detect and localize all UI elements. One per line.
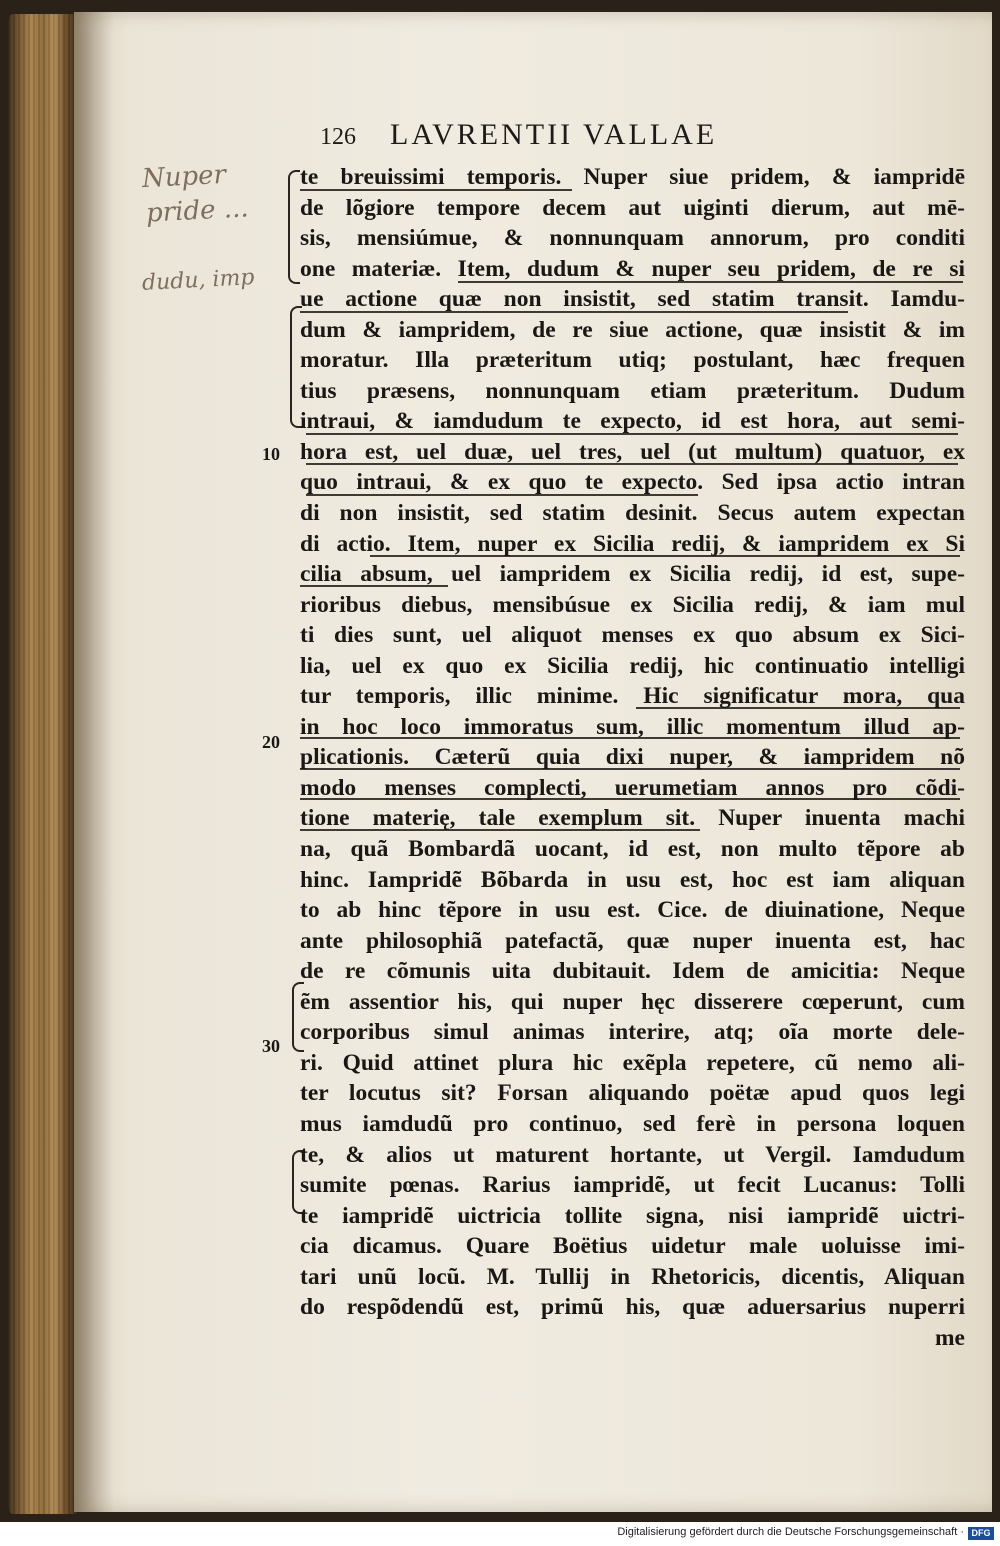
margin-note-1: Nuper <box>141 159 227 195</box>
footer-bar <box>0 1522 1000 1546</box>
text-line: de re cõmunis uita dubitauit. Idem de amicitia: Neque <box>300 958 965 985</box>
text-line: do respõdendũ est, primũ his, quæ aduersarius nuperri <box>300 1294 965 1321</box>
running-head <box>320 118 840 162</box>
text-line: cilia absum, uel iampridem ex Sicilia redij, id est, supe- <box>300 561 965 588</box>
margin-bracket <box>288 170 300 284</box>
text-line: ante philosophiã patefactã, quæ nuper inuenta est, hac <box>300 927 965 954</box>
text-line: di non insistit, sed statim desinit. Secus autem expectan <box>300 500 965 527</box>
text-line: cia dicamus. Quare Boëtius uidetur male uoluisse imi- <box>300 1233 965 1260</box>
text-line: in hoc loco immoratus sum, illic momentum illud ap- <box>300 713 965 740</box>
text-line: ti dies sunt, uel aliquot menses ex quo absum ex Sici- <box>300 622 965 649</box>
line-number-20: 20 <box>262 732 280 752</box>
text-line: sis, mensiúmue, & nonnunquam annorum, pro conditi <box>300 225 965 252</box>
gutter-shadow <box>74 12 114 1512</box>
text-line: modo menses complecti, uerumetiam annos pro cõdi- <box>300 774 965 801</box>
text-line: na, quã Bombardã uocant, id est, non multo tẽpore ab <box>300 836 965 863</box>
text-line: plicationis. Cæterũ quia dixi nuper, & iampridem nõ <box>300 744 965 771</box>
text-line: rioribus diebus, mensibúsue ex Sicilia redij, & iam mul <box>300 591 965 618</box>
text-line: dum & iampridem, de re siue actione, quæ insistit & im <box>300 316 965 343</box>
text-line: di actio. Item, nuper ex Sicilia redij, & iampridem ex Si <box>300 530 965 557</box>
text-line: tur temporis, illic minime. Hic significatur mora, qua <box>300 683 965 710</box>
text-line: ri. Quid attinet plura hic exẽpla repetere, cũ nemo ali- <box>300 1049 965 1076</box>
text-line: intraui, & iamdudum te expecto, id est hora, aut semi- <box>300 408 965 435</box>
text-line: lia, uel ex quo ex Sicilia redij, hic continuatio intelligi <box>300 652 965 679</box>
body-text <box>300 162 965 1353</box>
text-line: tius præsens, nonnunquam etiam præteritum. Dudum <box>300 377 965 404</box>
running-title: LAVRENTII VALLAE <box>390 118 718 151</box>
text-line: mus iamdudũ pro continuo, sed ferè in persona loquen <box>300 1110 965 1137</box>
text-line: one materiæ. Item, dudum & nuper seu pridem, de re si <box>300 255 965 282</box>
text-line: sumite pœnas. Rarius iampridẽ, ut fecit Lucanus: Tolli <box>300 1172 965 1199</box>
text-line: hora est, uel duæ, uel tres, uel (ut multum) quatuor, ex <box>300 438 965 465</box>
text-line: ter locutus sit? Forsan aliquando poëtæ apud quos legi <box>300 1080 965 1107</box>
text-line: tari unũ locũ. M. Tullij in Rhetoricis, dicentis, Aliquan <box>300 1263 965 1290</box>
line-number-10: 10 <box>262 444 280 464</box>
text-line: corporibus simul animas interire, atq; oĩa morte dele- <box>300 1019 965 1046</box>
text-line: hinc. Iampridẽ Bõbarda in usu est, hoc est iam aliquan <box>300 866 965 893</box>
text-line: te iampridẽ uictricia tollite signa, nisi iampridẽ uictri- <box>300 1202 965 1229</box>
text-line: moratur. Illa præteritum utiq; postulant, hæc frequen <box>300 347 965 374</box>
text-line: to ab hinc tẽpore in usu est. Cice. de diuinatione, Neque <box>300 897 965 924</box>
margin-note-2: pride ... <box>145 193 250 229</box>
dfg-logo: DFG <box>968 1527 994 1540</box>
catchword: me <box>934 1324 965 1351</box>
text-line: te, & alios ut maturent hortante, ut Vergil. Iamdudum <box>300 1141 965 1168</box>
text-line: te breuissimi temporis. Nuper siue pridem, & iampridē <box>300 164 965 190</box>
margin-note-3: dudu, imp <box>141 265 256 296</box>
book-fore-edge <box>8 14 76 1514</box>
text-line: ẽm assentior his, qui nuper hęc disserere cœperunt, cum <box>300 988 965 1015</box>
text-line: ue actione quæ non insistit, sed statim transit. Iamdu- <box>300 286 965 313</box>
page-number: 126 <box>320 124 356 150</box>
footer-credit: Digitalisierung gefördert durch die Deutsche Forschungsgemeinschaft · <box>617 1526 964 1538</box>
text-line: de lõgiore tempore decem aut uiginti dierum, aut mē- <box>300 194 965 221</box>
line-number-30: 30 <box>262 1036 280 1056</box>
text-line: quo intraui, & ex quo te expecto. Sed ipsa actio intran <box>300 469 965 496</box>
text-line: tione materię, tale exemplum sit. Nuper inuenta machi <box>300 805 965 832</box>
